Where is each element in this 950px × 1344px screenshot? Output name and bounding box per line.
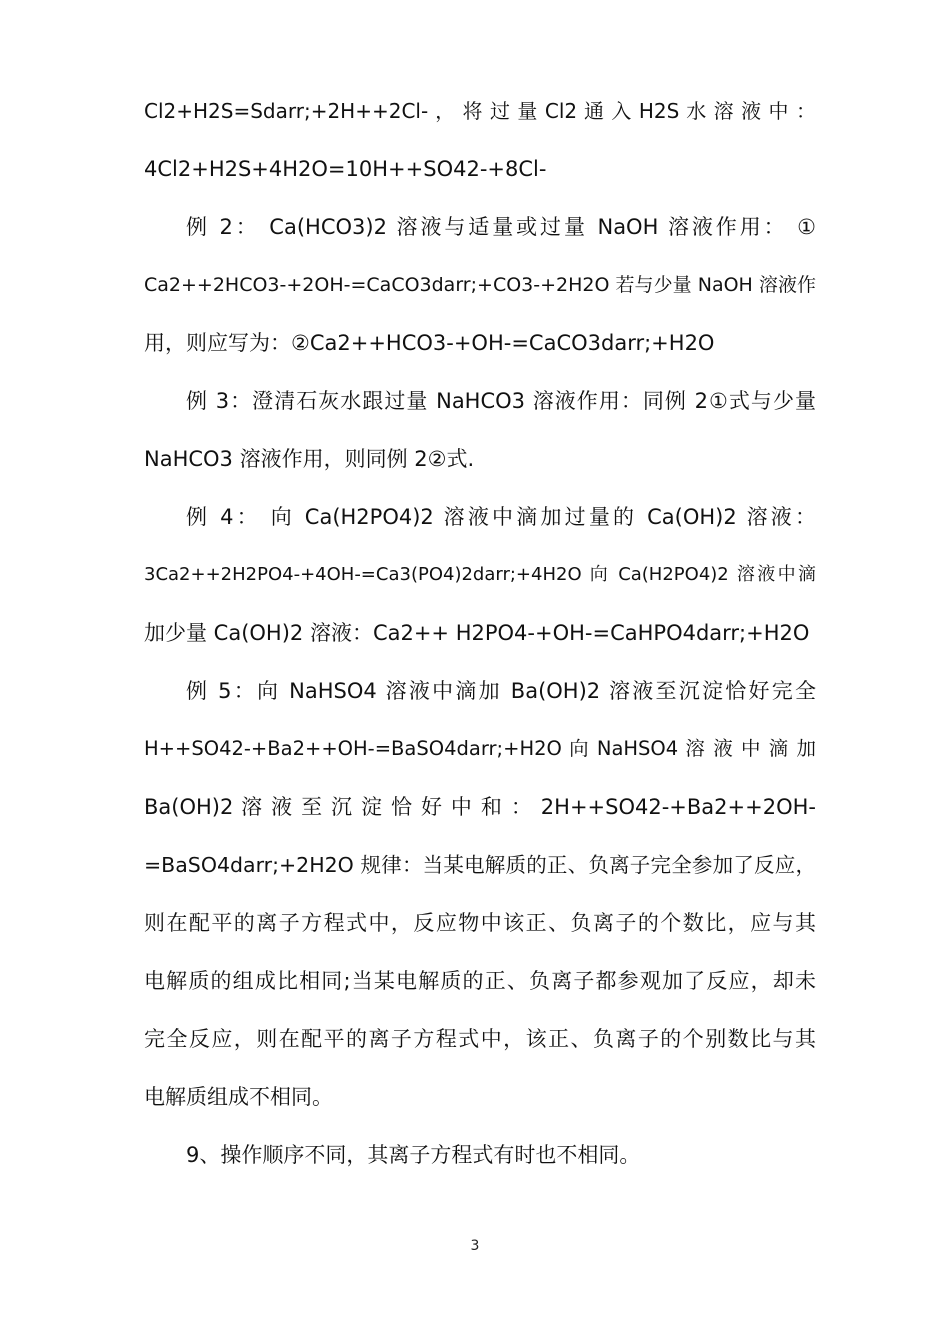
text-line: 例 3：澄清石灰水跟过量 NaHCO3 溶液作用：同例 2①式与少量 [186, 389, 816, 413]
text-line: NaHCO3 溶液作用，则同例 2②式. [144, 447, 475, 471]
text-line: 则在配平的离子方程式中，反应物中该正、负离子的个数比，应与其 [144, 911, 816, 935]
text-line: 用，则应写为：②Ca2++HCO3-+OH-=CaCO3darr;+H2O [144, 331, 715, 355]
text-line: H++SO42-+Ba2++OH-=BaSO4darr;+H2O 向 NaHSO4 溶 液 中 滴 加 [144, 737, 816, 760]
text-line: Ba(OH)2 溶 液 至 沉 淀 恰 好 中 和 ： 2H++SO42-+Ba2++2OH- [144, 795, 816, 819]
page-number: 3 [470, 1238, 480, 1254]
text-line: =BaSO4darr;+2H2O 规律：当某电解质的正、负离子完全参加了反应， [144, 853, 816, 877]
text-line: 例 4： 向 Ca(H2PO4)2 溶液中滴加过量的 Ca(OH)2 溶液： [186, 505, 816, 529]
text-line: Cl2+H2S=Sdarr;+2H++2Cl- ， 将 过 量 Cl2 通 入 H2S 水 溶 液 中 ： [144, 99, 816, 123]
text-line: 完全反应，则在配平的离子方程式中，该正、负离子的个别数比与其 [144, 1027, 816, 1051]
text-line: 电解质的组成比相同;当某电解质的正、负离子都参观加了反应，却未 [144, 969, 816, 993]
text-line: 加少量 Ca(OH)2 溶液：Ca2++ H2PO4-+OH-=CaHPO4darr;+H2O [144, 621, 810, 645]
text-line: 4Cl2+H2S+4H2O=10H++SO42-+8Cl- [144, 157, 547, 181]
text-line: 9、操作顺序不同，其离子方程式有时也不相同。 [186, 1143, 641, 1167]
text-line: Ca2++2HCO3-+2OH-=CaCO3darr;+CO3-+2H2O 若与少量 NaOH 溶液作 [144, 274, 816, 296]
text-line: 例 5：向 NaHSO4 溶液中滴加 Ba(OH)2 溶液至沉淀恰好完全 [186, 679, 816, 703]
text-line: 例 2： Ca(HCO3)2 溶液与适量或过量 NaOH 溶液作用： ① [186, 215, 816, 239]
text-line: 3Ca2++2H2PO4-+4OH-=Ca3(PO4)2darr;+4H2O 向 Ca(H2PO4)2 溶液中滴 [144, 564, 816, 585]
text-line: 电解质组成不相同。 [144, 1085, 333, 1109]
